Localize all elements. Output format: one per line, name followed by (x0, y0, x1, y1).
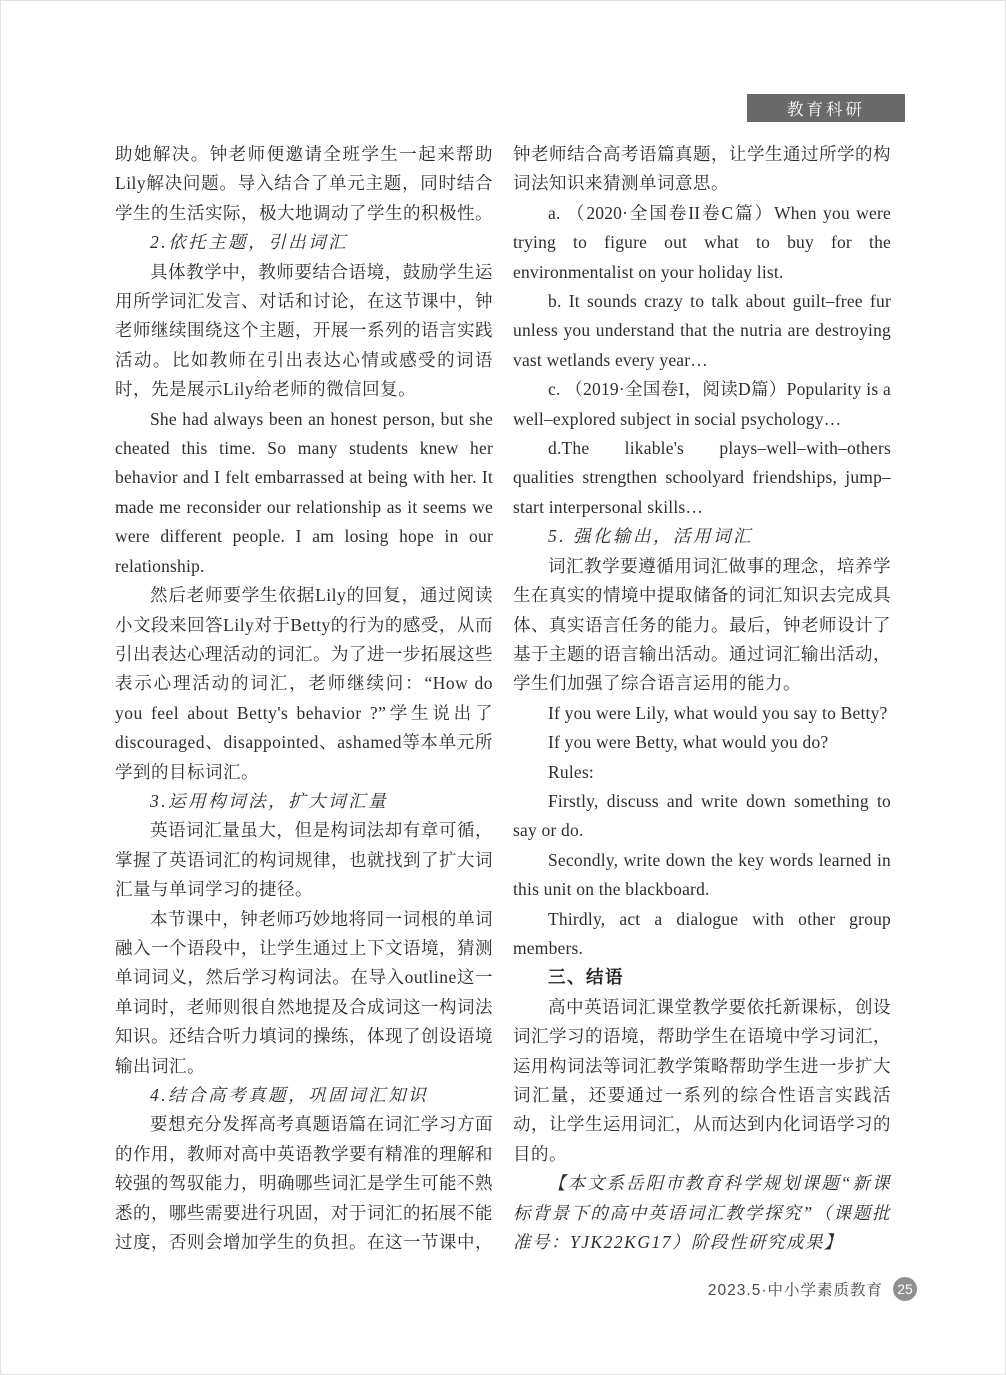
paragraph: d.The likable's plays–well–with–others qualities strengthen schoolyard friendships, jump–start interpersonal skills… (513, 438, 891, 517)
paragraph: 要想充分发挥高考真题语篇在词汇学习方面的作用，教师对高中英语教学要有精准的理解和较强的驾驭能力，明确哪些词汇是学生可能不熟悉的，哪些需要进行巩固，对于词汇的拓展不能过度，否则会增加学生的负担。在这一节课中， (115, 1114, 493, 1253)
journal-issue-label: 2023.5·中小学素质教育 (707, 1282, 883, 1299)
paragraph: If you were Lily, what would you say to Betty? (548, 702, 888, 723)
paragraph: 词汇教学要遵循用词汇做事的理念，培养学生在真实的情境中提取储备的词汇知识去完成具体、真实语言任务的能力。最后，钟老师设计了基于主题的语言输出活动。通过词汇输出活动，学生们加强了综合语言运用的能力。 (513, 555, 891, 694)
paragraph: 三、结语 (548, 967, 624, 988)
paragraph: 然后老师要学生依据Lily的回复，通过阅读小文段来回答Lily对于Betty的行为的感受，从而引出表达心理活动的词汇。为了进一步拓展这些表示心理活动的词汇，老师继续问：“How do you feel about Betty's behavior ?”学生说出了discouraged、disappointed、ashamed等本单元所学到的目标词汇。 (115, 585, 493, 782)
paragraph: If you were Betty, what would you do? (548, 732, 829, 753)
paragraph: 钟老师结合高考语篇真题，让学生通过所学的构词法知识来猜测单词意思。 (513, 144, 891, 194)
paragraph: 具体教学中，教师要结合语境，鼓励学生运用所学词汇发言、对话和讨论，在这节课中，钟老师继续围绕这个主题，开展一系列的语言实践活动。比如教师在引出表达心情或感受的词语时，先是展示Lily给老师的微信回复。 (115, 261, 493, 400)
section-badge: 教育科研 (747, 94, 905, 122)
paragraph: Thirdly, act a dialogue with other group members. (513, 908, 891, 958)
paragraph: 【本文系岳阳市教育科学规划课题“新课标背景下的高中英语词汇教学探究”（课题批准号：YJK22KG17）阶段性研究成果】 (513, 1173, 891, 1253)
page-number-badge: 25 (893, 1277, 917, 1301)
paragraph: Rules: (548, 761, 594, 782)
paragraph: 本节课中，钟老师巧妙地将同一词根的单词融入一个语段中，让学生通过上下文语境，猜测单词词义，然后学习构词法。在导入outline这一单词时，老师则很自然地提及合成词这一构词法知识。还结合听力填词的操练，体现了创设语境输出词汇。 (115, 908, 493, 1076)
paragraph: 3.运用构词法，扩大词汇量 (150, 790, 389, 811)
left-column (115, 140, 493, 1257)
paragraph: Firstly, discuss and write down something to say or do. (513, 790, 891, 841)
paragraph: 5. 强化输出，活用词汇 (548, 526, 753, 547)
right-column (513, 140, 891, 1257)
paragraph: c. （2019·全国卷I，阅读D篇）Popularity is a well–explored subject in social psychology… (513, 379, 891, 429)
paragraph: 2.依托主题，引出词汇 (150, 232, 349, 253)
paragraph: a. （2020·全国卷II卷C篇）When you were trying to figure out what to buy for the environmentalist on your holiday list. (513, 202, 891, 282)
article-columns (115, 140, 891, 1257)
paragraph: 4.结合高考真题，巩固词汇知识 (150, 1085, 429, 1105)
paragraph: Secondly, write down the key words learned in this unit on the blackboard. (513, 849, 891, 900)
page-footer (708, 1277, 917, 1301)
paragraph: 英语词汇量虽大，但是构词法却有章可循，掌握了英语词汇的构词规律，也就找到了扩大词汇量与单词学习的捷径。 (115, 820, 493, 900)
paragraph: b. It sounds crazy to talk about guilt–free fur unless you understand that the nutria are destroying vast wetlands every year… (513, 291, 891, 370)
paragraph: 助她解决。钟老师便邀请全班学生一起来帮助Lily解决问题。导入结合了单元主题，同时结合学生的生活实际，极大地调动了学生的积极性。 (115, 144, 493, 223)
paragraph: She had always been an honest person, but she cheated this time. So many students knew her behavior and I felt embarrassed at being with her. It made me reconsider our relationship as it seems we were different people. I am losing hope in our relationship. (115, 408, 493, 576)
paragraph: 高中英语词汇课堂教学要依托新课标，创设词汇学习的语境，帮助学生在语境中学习词汇，运用构词法等词汇教学策略帮助学生进一步扩大词汇量，还要通过一系列的综合性语言实践活动，让学生运用词汇，从而达到内化词语学习的目的。 (513, 996, 891, 1164)
